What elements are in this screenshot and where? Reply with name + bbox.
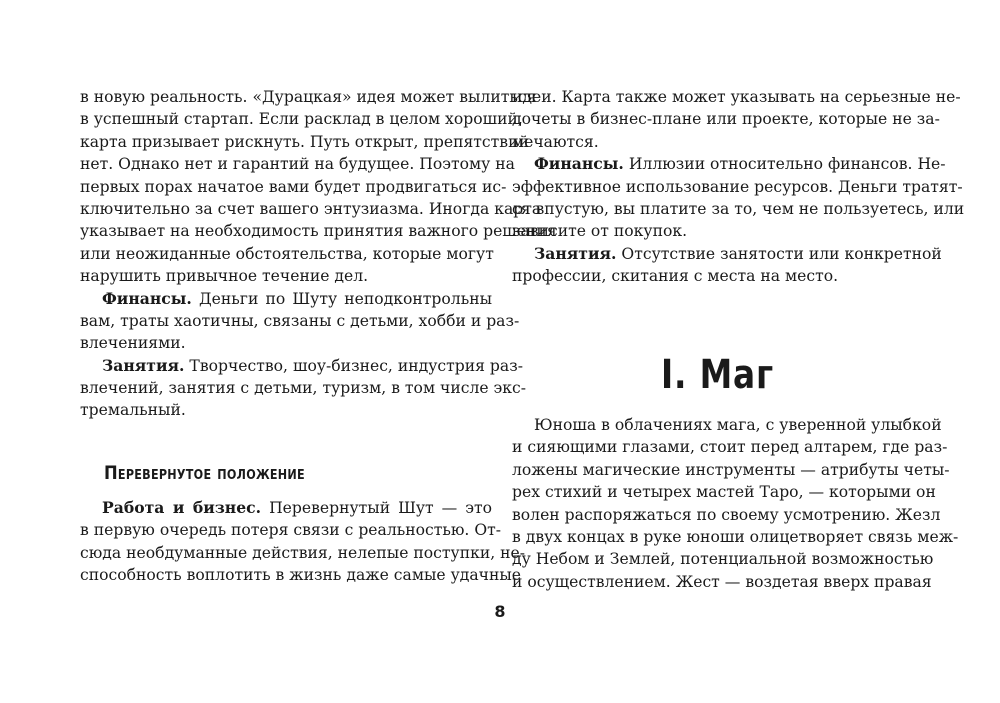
finance-paragraph (80, 288, 520, 355)
text-line: и осуществлением. Жест — воздетая вверх правая (512, 572, 932, 591)
continued-paragraph (512, 86, 961, 153)
chapter-heading: I. Маг (661, 352, 774, 398)
finance-text: Иллюзии относительно финансов. Не- (623, 155, 946, 174)
text-line (80, 497, 492, 519)
text-line: первых порах начатое вами будет продвигаться ис- (80, 177, 507, 196)
text-line (80, 355, 523, 377)
text-line: идеи. Карта также может указывать на серьезные не- (512, 88, 961, 106)
text-line: ключительно за счет вашего энтузиазма. Иногда карта (80, 199, 542, 218)
text-line: ду Небом и Землей, потенциальной возможностью (512, 550, 934, 569)
text-line: в двух концах в руке юноши олицетворяет связь меж- (512, 527, 959, 546)
finance-label: Финансы. (102, 288, 192, 308)
text-line (512, 243, 942, 265)
text-line: указывает на необходимость принятия важного решения (80, 222, 557, 241)
finance-label: Финансы. (534, 154, 624, 174)
page-number: 8 (494, 602, 506, 621)
text-line: и сияющими глазами, стоит перед алтарем, где раз- (512, 438, 948, 457)
text-line: мечаются. (512, 132, 599, 151)
occupation-paragraph-reversed (512, 243, 942, 288)
right-column (512, 86, 965, 288)
occupation-label: Занятия. (534, 243, 617, 263)
text-line: нет. Однако нет и гарантий на будущее. Поэтому на (80, 155, 515, 174)
finance-paragraph-reversed (512, 153, 965, 243)
text-line: карта призывает рискнуть. Путь открыт, препятствий (80, 132, 529, 151)
text-line: в первую очередь потеря связи с реальностью. От- (80, 521, 502, 540)
text-line: тремальный. (80, 401, 186, 420)
text-line: в новую реальность. «Дурацкая» идея может вылиться (80, 88, 537, 106)
reversed-position-heading: Перевернутое положение (104, 462, 305, 484)
text-line: в успешный стартап. Если расклад в целом хороший, (80, 110, 523, 129)
text-line: влечениями. (80, 334, 186, 353)
text-line: профессии, скитания с места на место. (512, 267, 839, 286)
text-line: нарушить привычное течение дел. (80, 267, 369, 286)
work-paragraph (80, 497, 526, 587)
text-line (80, 288, 492, 310)
text-line: рех стихий и четырех мастей Таро, — которыми он (512, 483, 936, 502)
text-line (512, 153, 946, 175)
text-line: способность воплотить в жизнь даже самые удачные (80, 566, 521, 585)
work-label: Работа и бизнес. (102, 498, 262, 517)
work-text: Перевернутый Шут — это (261, 499, 493, 517)
text-line: вам, траты хаотичны, связаны с детьми, хобби и раз- (80, 311, 520, 330)
text-line: зависите от покупок. (512, 222, 688, 241)
occupation-text: Отсутствие занятости или конкретной (616, 244, 942, 263)
text-line: сюда необдуманные действия, нелепые поступки, не- (80, 543, 526, 562)
text-line: волен распоряжаться по своему усмотрению. Жезл (512, 505, 941, 524)
text-line: влечений, занятия с детьми, туризм, в том числе экс- (80, 379, 527, 398)
finance-text: Деньги по Шуту неподконтрольны (191, 289, 492, 308)
text-line: или неожиданные обстоятельства, которые могут (80, 244, 494, 263)
text-line: Юноша в облачениях мага, с уверенной улыбкой (534, 416, 942, 434)
text-line: эффективное использование ресурсов. Деньги тратят- (512, 177, 963, 196)
occupation-paragraph (80, 355, 527, 422)
occupation-text: Творчество, шоу-бизнес, индустрия раз- (184, 356, 523, 375)
magician-description (512, 414, 959, 593)
text-line: ложены магические инструменты — атрибуты четы- (512, 460, 950, 479)
occupation-label: Занятия. (102, 355, 185, 375)
text-line: дочеты в бизнес-плане или проекте, которые не за- (512, 110, 940, 129)
text-line: ся впустую, вы платите за то, чем не пользуетесь, или (512, 199, 965, 218)
